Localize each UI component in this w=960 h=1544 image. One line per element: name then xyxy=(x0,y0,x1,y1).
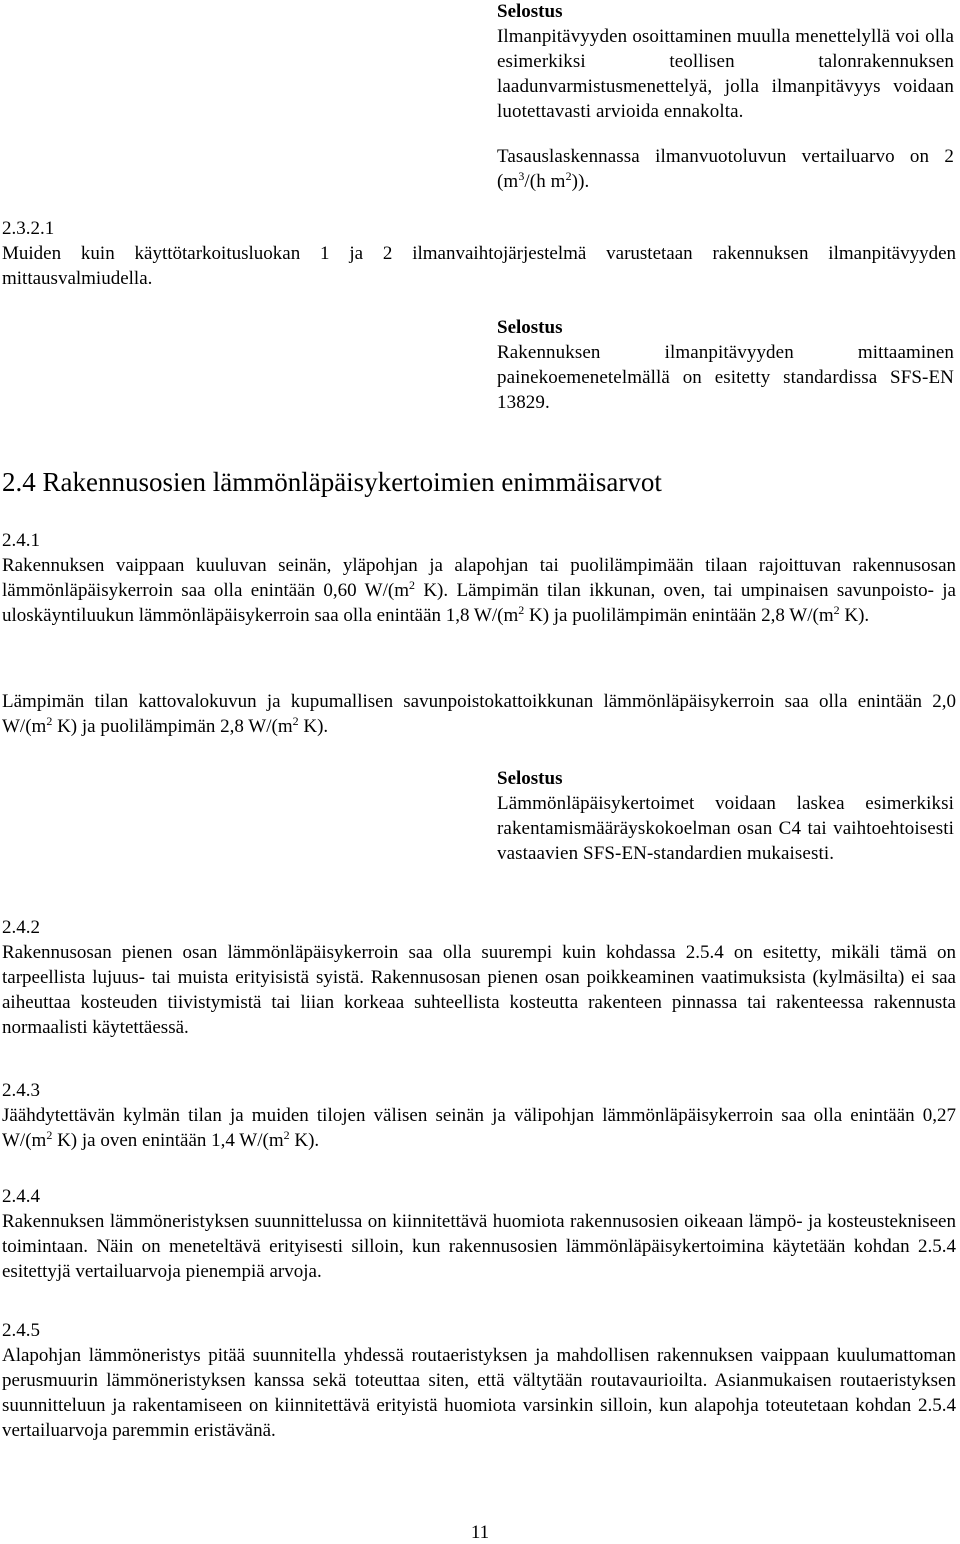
note-label: Selostus xyxy=(497,317,563,338)
section-number-242: 2.4.2 xyxy=(2,917,40,938)
note-block-2 xyxy=(497,315,954,415)
section-2321-text: Muiden kuin käyttötarkoitusluokan 1 ja 2 ilmanvaihtojärjestelmä varustetaan rakennuksen ilmanpitävyyden mittausvalmiudella. xyxy=(2,243,956,289)
section-number-241: 2.4.1 xyxy=(2,530,40,551)
note-label: Selostus xyxy=(497,1,563,22)
note-text: Rakennuksen ilmanpitävyyden mittaaminen painekoemenetelmällä on esitetty standardissa SFS-EN 13829. xyxy=(497,342,954,413)
note-text: Lämmönläpäisykertoimet voidaan laskea esimerkiksi rakentamismääräyskokoelman osan C4 tai vaihtoehtoisesti vastaavien SFS-EN-standardien mukaisesti. xyxy=(497,793,954,864)
section-number-2321: 2.3.2.1 xyxy=(2,218,55,239)
note-text-comparison: Tasauslaskennassa ilmanvuotoluvun vertailuarvo on 2 ($m^3/(h$ $m^2$)). xyxy=(497,146,954,192)
section-243-text: Jäähdytettävän kylmän tilan ja muiden tilojen välisen seinän ja välipohjan lämmönläpäisykerroin saa olla enintään 0,27 $W/(m^2$ K) ja oven enintään 1,4 $W/(m^2$ K). xyxy=(2,1105,956,1151)
section-245-text: Alapohjan lämmöneristys pitää suunnitella yhdessä routaeristyksen ja mahdollisen rakennuksen vaippaan kuulumattoman perusmuurin lämmöneristyksen kanssa sekä toteuttaa siten, että vältytään routavaurioilta. Asianmukaisen routaeristyksen suunnitteluun ja rakentamiseen on kiinnitettävä erityistä huomiota varsinkin silloin, kun alapohja toteutetaan kohdan 2.5.4 vertailuarvoja paremmin eristävänä. xyxy=(2,1345,956,1441)
section-heading-2-4: 2.4 Rakennusosien lämmönläpäisykertoimien enimmäisarvot xyxy=(2,467,662,497)
note-label: Selostus xyxy=(497,768,563,789)
page-number: 11 xyxy=(470,1522,490,1543)
note-block-1b xyxy=(497,144,954,194)
section-241-paragraph-1: Rakennuksen vaippaan kuuluvan seinän, yläpohjan ja alapohjan tai puolilämpimään tilaan rajoittuvan rakennusosan lämmönläpäisykerroin saa olla enintään 0,60 $W/(m^2$ K). Lämpimän tilan ikkunan, oven, tai umpinaisen savunpoisto- ja uloskäyntiluukun lämmönläpäisykerroin saa olla enintään 1,8 $W/(m^2$ K) ja puolilämpimän enintään 2,8 $W/(m^2$ K). xyxy=(2,555,956,626)
section-241-paragraph-2: Lämpimän tilan kattovalokuvun ja kupumallisen savunpoistokattoikkunan lämmönläpäisykerroin saa olla enintään 2,0 $W/(m^2$ K) ja puolilämpimän 2,8 $W/(m^2$ K). xyxy=(2,691,956,737)
section-244-text: Rakennuksen lämmöneristyksen suunnittelussa on kiinnitettävä huomiota rakennusosien oikeaan lämpö- ja kosteustekniseen toimintaan. Näin on meneteltävä erityisesti silloin, kun rakennusosien lämmönläpäisykertoimina käytetään kohdan 2.5.4 esitettyjä vertailuarvoja pienempiä arvoja. xyxy=(2,1211,956,1282)
section-number-243: 2.4.3 xyxy=(2,1080,40,1101)
note-block-3 xyxy=(497,766,954,866)
section-number-244: 2.4.4 xyxy=(2,1186,40,1207)
section-number-245: 2.4.5 xyxy=(2,1320,40,1341)
note-text: Ilmanpitävyyden osoittaminen muulla menettelyllä voi olla esimerkiksi teollisen talonrakennuksen laadunvarmistusmenettelyä, jolla ilmanpitävyys voidaan luotettavasti arvioida ennakolta. xyxy=(497,26,954,122)
note-block-1 xyxy=(497,0,954,124)
section-242-text: Rakennusosan pienen osan lämmönläpäisykerroin saa olla suurempi kuin kohdassa 2.5.4 on esitetty, mikäli tämä on tarpeellista lujuus- tai muista erityisistä syistä. Rakennusosan pienen osan poikkeaminen vaatimuksista (kylmäsilta) ei saa aiheuttaa kosteuden tiivistymistä tai liian korkeaa suhteellista kosteutta rakenteen pinnassa tai rakenteessa rakennusta normaalisti käytettäessä. xyxy=(2,942,956,1038)
